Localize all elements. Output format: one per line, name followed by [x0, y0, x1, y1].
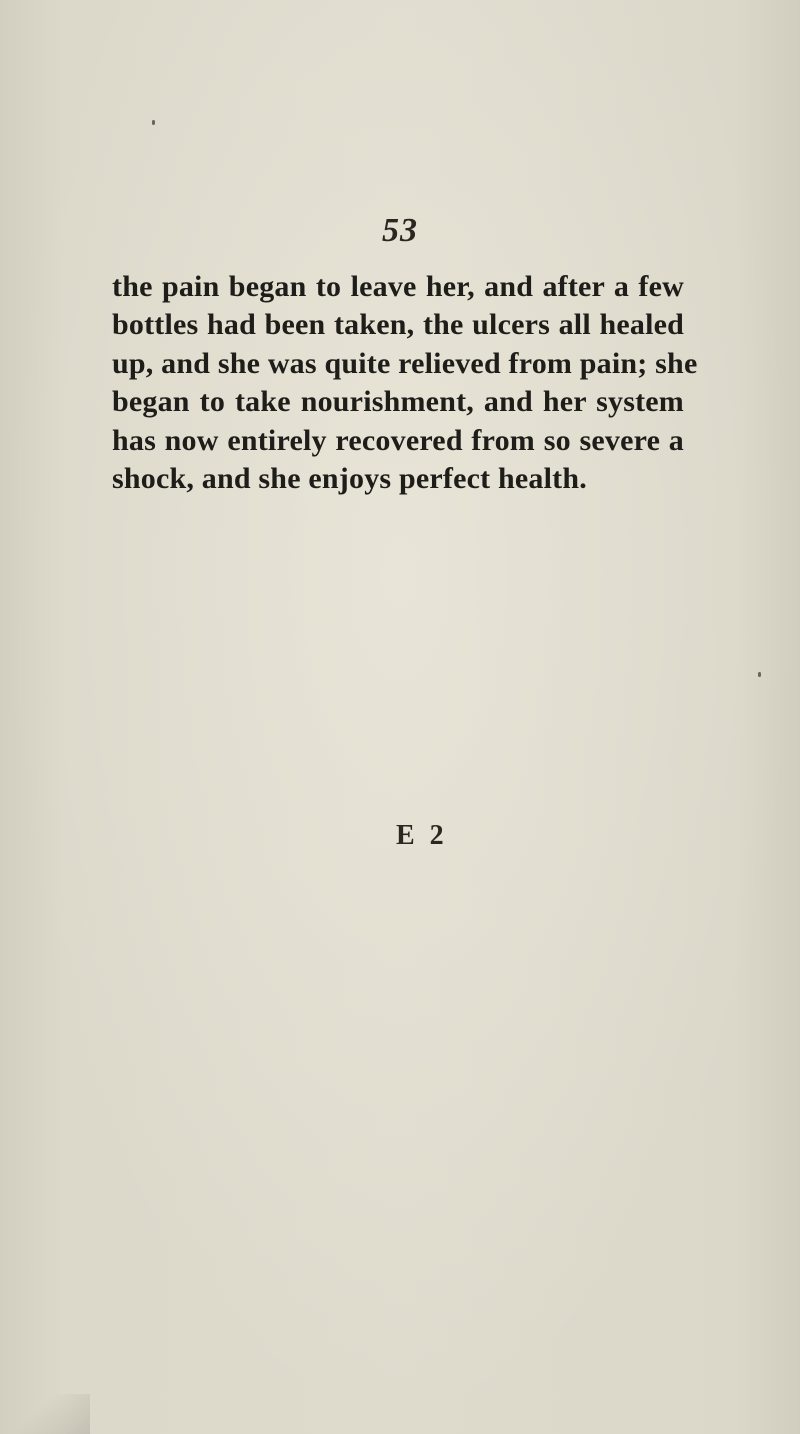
paper-speck [758, 672, 761, 677]
text-line: has now entirely recovered from so severe a [112, 423, 684, 457]
paper-speck [152, 120, 155, 125]
signature-mark: E 2 [396, 820, 448, 851]
page-number: 53 [382, 212, 418, 249]
text-line-last: shock, and she enjoys perfect health. [112, 462, 587, 496]
text-line: bottles had been taken, the ulcers all healed [112, 308, 684, 342]
text-line: up, and she was quite relieved from pain; she [112, 346, 698, 380]
page-corner-shadow [0, 1394, 90, 1434]
text-line: the pain began to leave her, and after a few [112, 270, 684, 303]
body-paragraph [112, 268, 698, 498]
text-line: began to take nourishment, and her system [112, 385, 684, 419]
